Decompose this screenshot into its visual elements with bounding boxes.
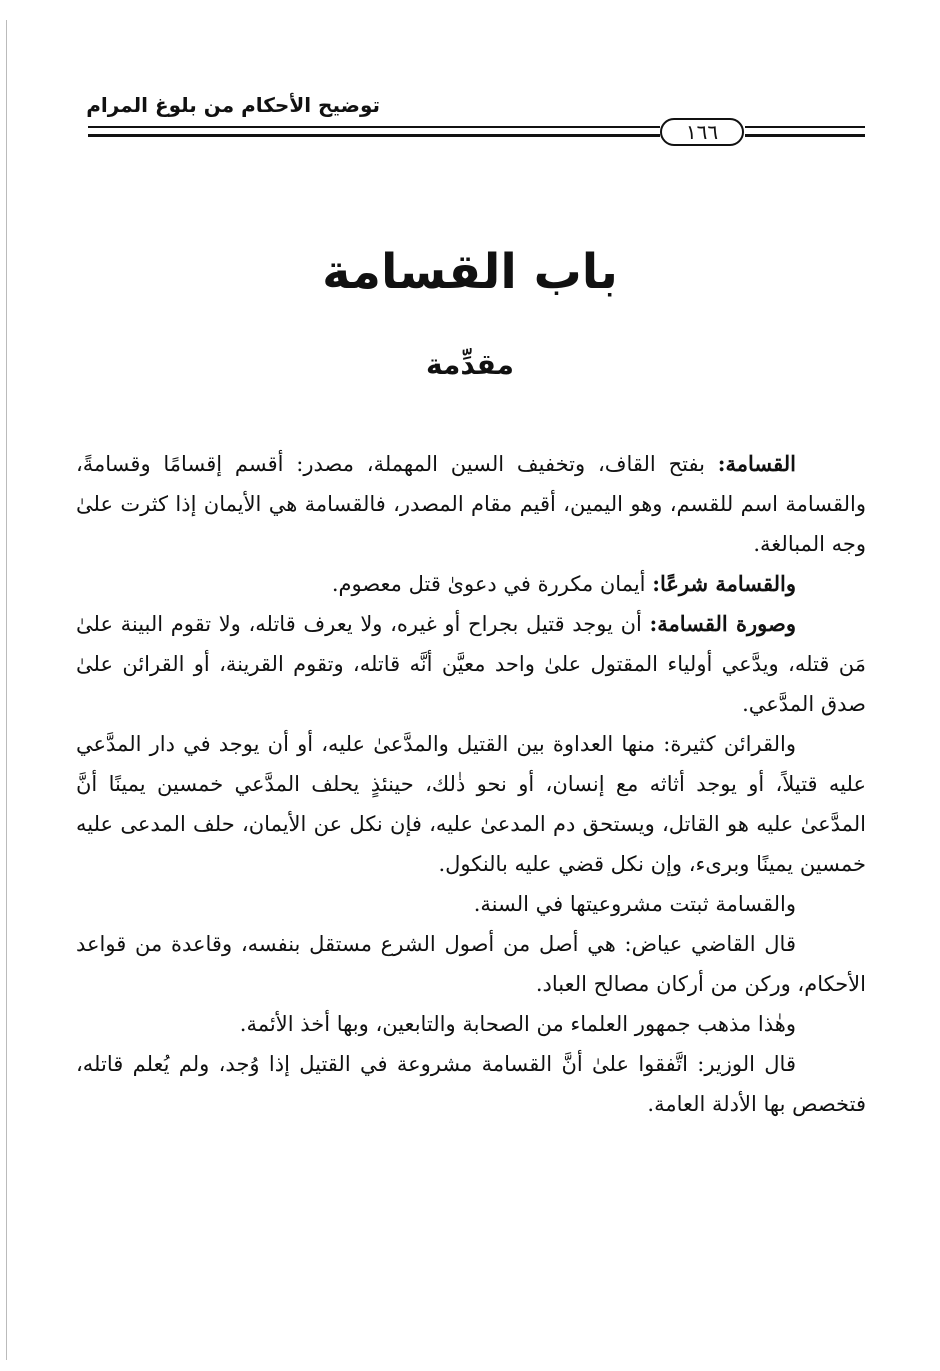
paragraph-text: بفتح القاف، وتخفيف السين المهملة، مصدر: أقسم إقسامًا وقسامةً، والقسامة اسم للقسم، وهو اليمين، أقيم مقام المصدر، فالقسامة هي الأيمان إذا كثرت علىٰ وجه المبالغة. bbox=[76, 452, 866, 556]
header-rule-bottom-right bbox=[745, 134, 865, 137]
page-edge-line bbox=[6, 20, 7, 1360]
header-rule-top-left bbox=[88, 126, 660, 128]
paragraph bbox=[76, 1044, 866, 1124]
paragraph-text: والقسامة ثبتت مشروعيتها في السنة. bbox=[473, 892, 796, 916]
body-text bbox=[76, 444, 866, 1124]
paragraph bbox=[76, 724, 866, 884]
paragraph-text: وهٰذا مذهب جمهور العلماء من الصحابة والتابعين، وبها أخذ الأئمة. bbox=[239, 1012, 796, 1036]
paragraph bbox=[76, 1004, 866, 1044]
running-title: توضيح الأحكام من بلوغ المرام bbox=[86, 93, 380, 117]
paragraph bbox=[76, 564, 866, 604]
section-title: مقدِّمة bbox=[426, 348, 514, 381]
chapter-title: باب القسامة bbox=[322, 244, 618, 300]
paragraph bbox=[76, 604, 866, 724]
paragraph-text: أيمان مكررة في دعوىٰ قتل معصوم. bbox=[331, 572, 653, 596]
paragraph bbox=[76, 924, 866, 1004]
paragraph bbox=[76, 444, 866, 564]
paragraph-text: قال الوزير: اتَّفقوا علىٰ أنَّ القسامة مشروعة في القتيل إذا وُجد، ولم يُعلم قاتله، فتخصص بها الأدلة العامة. bbox=[76, 1052, 866, 1116]
paragraph-text: والقرائن كثيرة: منها العداوة بين القتيل والمدَّعىٰ عليه، أو أن يوجد في دار المدَّعي عليه قتيلاً، أو يوجد أثاثه مع إنسان، أو نحو ذٰلك، حينئذٍ يحلف المدَّعي خمسين يمينًا أنَّ المدَّعىٰ عليه هو القاتل، ويستحق دم المدعىٰ عليه، فإن نكل عن الأيمان، حلف المدعى عليه خمسين يمينًا وبرىء، وإن نكل قضي عليه بالنكول. bbox=[76, 732, 866, 876]
paragraph-lead: والقسامة شرعًا: bbox=[652, 571, 796, 596]
paragraph-lead: القسامة: bbox=[717, 451, 796, 476]
paragraph-text: أن يوجد قتيل بجراح أو غيره، ولا يعرف قاتله، ولا تقوم البينة علىٰ مَن قتله، ويدَّعي أولياء المقتول علىٰ واحد معيَّن أنَّه قاتله، وتقوم القرينة، أو القرائن علىٰ صدق المدَّعي. bbox=[76, 612, 866, 716]
header-rule-top-right bbox=[745, 126, 865, 128]
paragraph-lead: وصورة القسامة: bbox=[649, 611, 796, 636]
paragraph-text: قال القاضي عياض: هي أصل من أصول الشرع مستقل بنفسه، وقاعدة من قواعد الأحكام، وركن من أركان مصالح العباد. bbox=[76, 932, 866, 996]
header-rule-bottom-left bbox=[88, 134, 660, 137]
page-number: ١٦٦ bbox=[660, 118, 744, 146]
paragraph bbox=[76, 884, 866, 924]
